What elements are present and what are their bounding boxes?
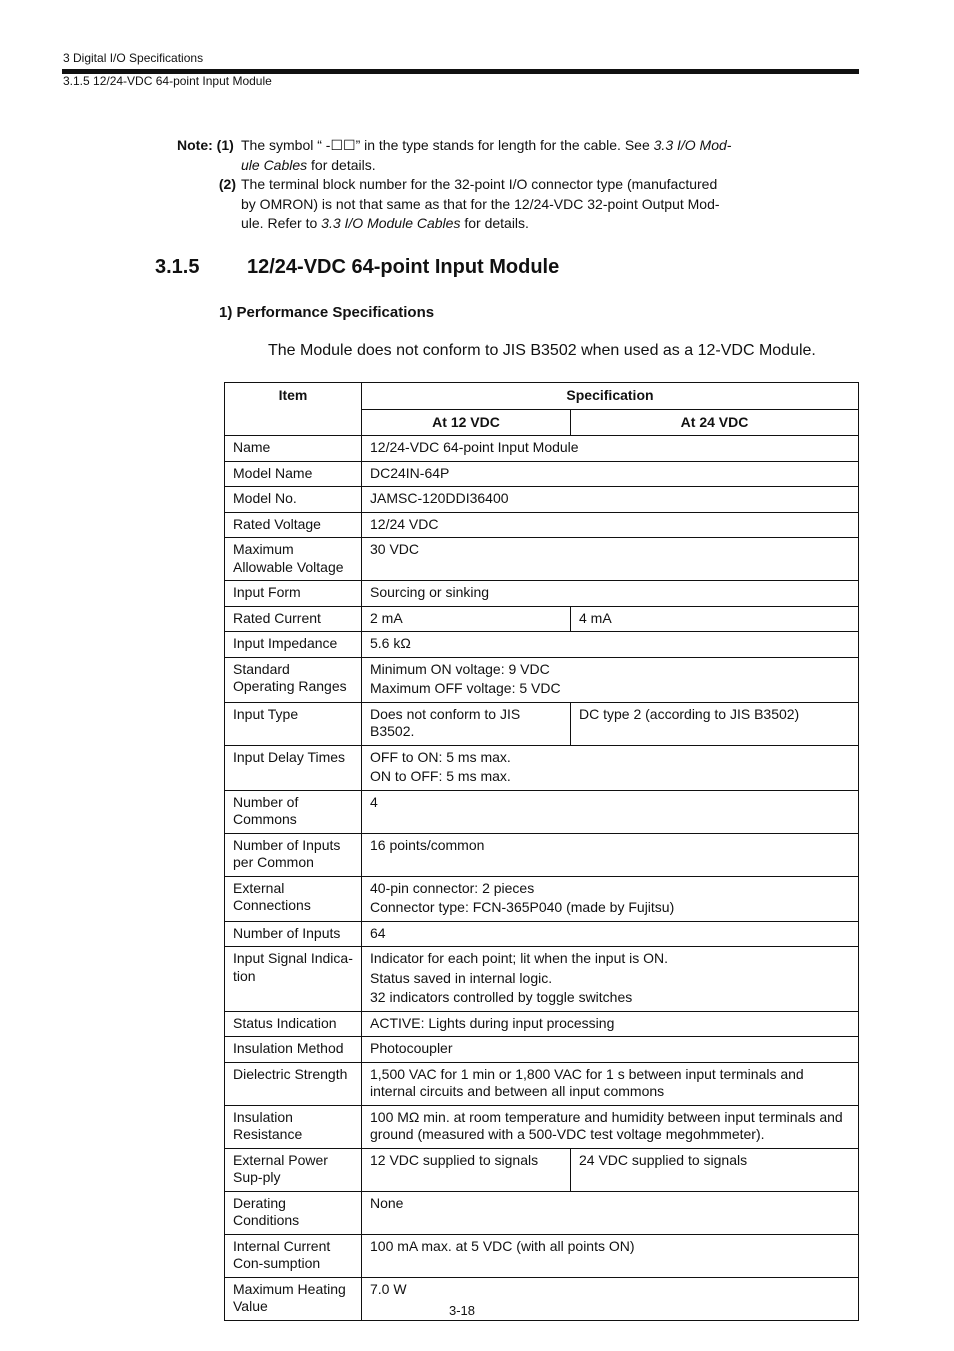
row-spec-value	[362, 632, 859, 658]
row-value-12vdc: 12 VDC supplied to signals	[362, 1148, 571, 1191]
intro-paragraph: The Module does not conform to JIS B3502 when used as a 12-VDC Module.	[268, 342, 816, 359]
table-row	[225, 487, 859, 513]
row-item-label: Number of Commons	[225, 790, 362, 833]
row-item-label: Input Type	[225, 702, 362, 745]
spec-line: 5.6 kΩ	[370, 635, 411, 651]
row-item-label: Maximum Allowable Voltage	[225, 538, 362, 581]
table-row	[225, 632, 859, 658]
row-value-12vdc: 2 mA	[362, 606, 571, 632]
table-row	[225, 1062, 859, 1105]
row-item-label: Internal Current Con-sumption	[225, 1234, 362, 1277]
table-row	[225, 606, 859, 632]
header-item: Item	[225, 383, 362, 436]
row-spec-value	[362, 1062, 859, 1105]
spec-line: 7.0 W	[370, 1280, 407, 1297]
table-row	[225, 1105, 859, 1148]
row-spec-value	[362, 1105, 859, 1148]
row-item-label: Input Signal Indica-tion	[225, 947, 362, 1012]
spec-line: ACTIVE: Lights during input processing	[370, 1014, 615, 1031]
table-row	[225, 1011, 859, 1037]
row-item-label: Input Form	[225, 581, 362, 607]
row-item-label: Dielectric Strength	[225, 1062, 362, 1105]
spec-line: 16 points/common	[370, 836, 485, 853]
table-row	[225, 745, 859, 790]
note-2	[177, 175, 756, 234]
row-value-24vdc: 24 VDC supplied to signals	[571, 1148, 859, 1191]
note-label: Note: (1)	[177, 137, 234, 153]
spec-line: Sourcing or sinking	[370, 584, 490, 600]
row-spec-value	[362, 1234, 859, 1277]
row-item-label: Input Delay Times	[225, 745, 362, 790]
spec-line: Connector type: FCN-365P040 (made by Fujitsu)	[370, 899, 675, 915]
row-item-label: Rated Current	[225, 606, 362, 632]
table-row	[225, 1234, 859, 1277]
row-spec-value	[362, 745, 859, 790]
row-item-label: Derating Conditions	[225, 1191, 362, 1234]
spec-line: 4	[370, 793, 378, 810]
row-value-24vdc: 4 mA	[571, 606, 859, 632]
row-spec-value	[362, 512, 859, 538]
row-spec-value	[362, 657, 859, 702]
page-number: 3-18	[449, 1303, 476, 1318]
subsection-heading: 1) Performance Specifications	[219, 304, 435, 321]
row-item-label: External Power Sup-ply	[225, 1148, 362, 1191]
row-item-label: Insulation Method	[225, 1037, 362, 1063]
row-item-label: Insulation Resistance	[225, 1105, 362, 1148]
spec-line: Status saved in internal logic.	[370, 969, 553, 986]
table-row	[225, 581, 859, 607]
row-value-12vdc: Does not conform to JIS B3502.	[362, 702, 571, 745]
row-spec-value	[362, 833, 859, 876]
spec-line: OFF to ON: 5 ms max.	[370, 748, 511, 765]
section-title: 12/24-VDC 64-point Input Module	[247, 256, 560, 278]
note-2-index: (2)	[218, 176, 236, 192]
table-row	[225, 538, 859, 581]
section-number: 3.1.5	[155, 256, 200, 278]
row-spec-value	[362, 1037, 859, 1063]
spec-line: Minimum ON voltage: 9 VDC	[370, 660, 550, 677]
spec-line: ON to OFF: 5 ms max.	[370, 768, 511, 784]
spec-line: JAMSC-120DDI36400	[370, 490, 509, 506]
running-header-chapter: 3 Digital I/O Specifications	[63, 51, 204, 65]
header-at-24-vdc: At 24 VDC	[571, 409, 859, 436]
spec-line: 100 mA max. at 5 VDC (with all points ON)	[370, 1237, 635, 1254]
header-at-12-vdc: At 12 VDC	[362, 409, 571, 436]
spec-line: None	[370, 1194, 404, 1211]
spec-line: 1,500 VAC for 1 min or 1,800 VAC for 1 s between input terminals and internal circuits and between all input commons	[370, 1065, 804, 1099]
row-spec-value	[362, 461, 859, 487]
spec-line: Indicator for each point; lit when the input is ON.	[370, 950, 669, 966]
row-spec-value	[362, 538, 859, 581]
row-item-label: Status Indication	[225, 1011, 362, 1037]
note-1	[177, 136, 756, 175]
spec-line: 12/24 VDC	[370, 515, 439, 532]
row-spec-value	[362, 581, 859, 607]
table-row	[225, 1191, 859, 1234]
table-row	[225, 947, 859, 1012]
spec-line: 32 indicators controlled by toggle switches	[370, 989, 633, 1005]
table-row	[225, 1037, 859, 1063]
row-item-label: Number of Inputs per Common	[225, 833, 362, 876]
row-spec-value	[362, 436, 859, 462]
row-value-24vdc: DC type 2 (according to JIS B3502)	[571, 702, 859, 745]
row-item-label: Name	[225, 436, 362, 462]
table-row	[225, 461, 859, 487]
table-row	[225, 702, 859, 745]
header-specification: Specification	[362, 383, 859, 410]
row-spec-value	[362, 947, 859, 1012]
note-2-text: The terminal block number for the 32-point I/O connector type (manufactured by OMRON) is not that same as that for the 12/24-VDC 32-point Output Mod- ule. Refer to 3.3 I/O Module Cables for details.	[241, 176, 720, 231]
row-item-label: Standard Operating Ranges	[225, 657, 362, 702]
row-spec-value	[362, 921, 859, 947]
spec-line: 64	[370, 924, 386, 941]
spec-line: Photocoupler	[370, 1040, 453, 1056]
row-item-label: Model Name	[225, 461, 362, 487]
row-item-label: External Connections	[225, 876, 362, 921]
row-item-label: Maximum Heating Value	[225, 1277, 362, 1320]
spec-line: 40-pin connector: 2 pieces	[370, 879, 535, 896]
row-item-label: Input Impedance	[225, 632, 362, 658]
row-spec-value	[362, 876, 859, 921]
notes-block	[177, 136, 756, 234]
table-row	[225, 921, 859, 947]
table-row	[225, 512, 859, 538]
table-row	[225, 833, 859, 876]
specifications-table	[224, 382, 859, 1321]
table-row	[225, 657, 859, 702]
section-heading	[155, 256, 559, 279]
row-spec-value	[362, 1191, 859, 1234]
row-spec-value	[362, 1277, 859, 1320]
row-item-label: Model No.	[225, 487, 362, 513]
table-row	[225, 790, 859, 833]
spec-line: DC24IN-64P	[370, 464, 450, 481]
row-spec-value	[362, 790, 859, 833]
table-row	[225, 1277, 859, 1320]
spec-line: Maximum OFF voltage: 5 VDC	[370, 680, 561, 696]
spec-line: 100 MΩ min. at room temperature and humidity between input terminals and ground (measured with a 500-VDC test voltage megohmmeter).	[370, 1108, 843, 1142]
note-1-text: The symbol “ -☐☐” in the type stands for length for the cable. See 3.3 I/O Mod- ule Cables for details.	[241, 137, 732, 173]
spec-line: 30 VDC	[370, 541, 420, 557]
running-header-section: 3.1.5 12/24-VDC 64-point Input Module	[63, 74, 272, 88]
table-body	[225, 436, 859, 1321]
row-item-label: Number of Inputs	[225, 921, 362, 947]
row-item-label: Rated Voltage	[225, 512, 362, 538]
table-row	[225, 876, 859, 921]
row-spec-value	[362, 1011, 859, 1037]
table-row	[225, 1148, 859, 1191]
spec-line: 12/24-VDC 64-point Input Module	[370, 439, 579, 455]
table-row	[225, 436, 859, 462]
row-spec-value	[362, 487, 859, 513]
